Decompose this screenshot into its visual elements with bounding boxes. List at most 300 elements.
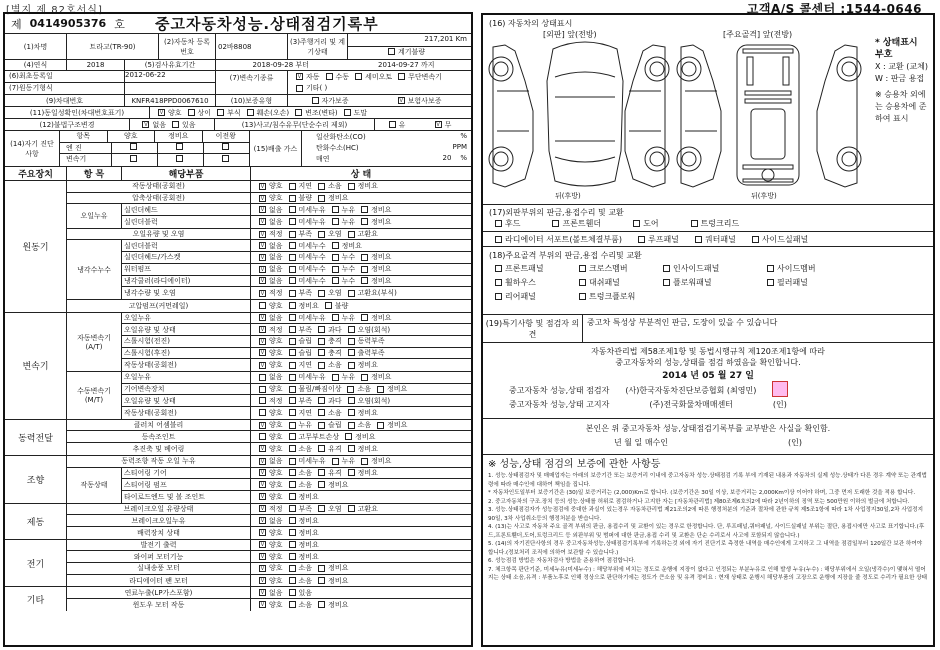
checkbox-icon[interactable] bbox=[325, 302, 332, 309]
checkbox-icon[interactable] bbox=[495, 293, 502, 300]
checkbox-icon[interactable] bbox=[289, 302, 296, 309]
status-option[interactable]: V 양호 bbox=[259, 600, 283, 610]
exterior-panel-option[interactable]: 쿼터패널 bbox=[695, 234, 736, 245]
transmission-option[interactable]: 수동 bbox=[326, 72, 350, 82]
checkbox-icon[interactable] bbox=[318, 565, 325, 572]
status-option[interactable]: 유격 bbox=[318, 468, 342, 478]
checkbox-icon[interactable] bbox=[289, 218, 296, 225]
status-option[interactable]: V 없음 bbox=[259, 516, 283, 526]
checkbox-icon[interactable] bbox=[289, 326, 296, 333]
status-option[interactable]: 부족 bbox=[289, 288, 313, 298]
checkbox-icon[interactable] bbox=[259, 183, 266, 190]
checkbox-icon[interactable] bbox=[361, 277, 368, 284]
exterior-panel-option[interactable]: 사이드실패널 bbox=[752, 234, 808, 245]
status-option[interactable]: 정비요 bbox=[348, 444, 378, 454]
checkbox-icon[interactable] bbox=[289, 553, 296, 560]
status-option[interactable]: V 없음 bbox=[259, 264, 283, 274]
checkbox-icon[interactable] bbox=[289, 386, 296, 393]
status-option[interactable]: V 양호 bbox=[259, 468, 283, 478]
status-option[interactable]: 정비요 bbox=[361, 276, 391, 286]
checkbox-icon[interactable] bbox=[176, 143, 183, 150]
status-option[interactable]: 소음 bbox=[289, 563, 313, 573]
checkbox-icon[interactable] bbox=[348, 505, 355, 512]
exterior-panel-option[interactable]: 프론트휀더 bbox=[552, 218, 601, 229]
status-option[interactable]: V 양호 bbox=[259, 181, 283, 191]
status-option[interactable]: 과다 bbox=[318, 396, 342, 406]
checkbox-icon[interactable] bbox=[259, 529, 266, 536]
status-option[interactable]: 충격 bbox=[318, 348, 342, 358]
checkbox-icon[interactable] bbox=[377, 386, 384, 393]
checkbox-icon[interactable] bbox=[289, 397, 296, 404]
checkbox-icon[interactable] bbox=[289, 254, 296, 261]
status-option[interactable]: 정비요 bbox=[318, 480, 348, 490]
checkbox-icon[interactable] bbox=[259, 326, 266, 333]
checkbox-icon[interactable] bbox=[259, 206, 266, 213]
checkbox-icon[interactable] bbox=[289, 242, 296, 249]
status-option[interactable]: 양호 bbox=[259, 384, 283, 394]
checkbox-icon[interactable] bbox=[259, 433, 266, 440]
checkbox-icon[interactable] bbox=[347, 386, 354, 393]
status-option[interactable]: 정비요 bbox=[348, 360, 378, 370]
frame-part-option[interactable]: 플로워패널 bbox=[663, 277, 761, 288]
frame-part-option[interactable]: 인사이드패널 bbox=[663, 263, 761, 274]
checkbox-icon[interactable] bbox=[318, 338, 325, 345]
checkbox-icon[interactable] bbox=[259, 254, 266, 261]
checkbox-icon[interactable] bbox=[361, 314, 368, 321]
checkbox-icon[interactable] bbox=[318, 505, 325, 512]
checkbox-icon[interactable] bbox=[259, 565, 266, 572]
checkbox-icon[interactable] bbox=[318, 577, 325, 584]
status-option[interactable]: 지연 bbox=[289, 181, 313, 191]
checkbox-icon[interactable] bbox=[332, 218, 339, 225]
checkbox-icon[interactable] bbox=[318, 349, 325, 356]
status-option[interactable]: 소음 bbox=[348, 420, 372, 430]
checkbox-icon[interactable] bbox=[348, 409, 355, 416]
checkbox-icon[interactable] bbox=[318, 422, 325, 429]
checkbox-icon[interactable] bbox=[289, 577, 296, 584]
status-option[interactable]: V 없음 bbox=[259, 205, 283, 215]
status-option[interactable]: V 적정 bbox=[259, 325, 283, 335]
status-option[interactable]: 미세누유 bbox=[289, 217, 326, 227]
checkbox-icon[interactable] bbox=[318, 231, 325, 238]
checkbox-icon[interactable] bbox=[579, 279, 586, 286]
checkbox-icon[interactable] bbox=[289, 493, 296, 500]
status-option[interactable]: 고환요(부식) bbox=[348, 288, 397, 298]
checkbox-icon[interactable] bbox=[332, 314, 339, 321]
status-option[interactable]: V 양호 bbox=[259, 420, 283, 430]
status-option[interactable]: 부족 bbox=[289, 325, 313, 335]
checkbox-icon[interactable] bbox=[289, 195, 296, 202]
checkbox-icon[interactable] bbox=[289, 529, 296, 536]
exterior-panel-option[interactable]: 후드 bbox=[495, 218, 520, 229]
status-option[interactable]: 미세누수 bbox=[289, 252, 326, 262]
checkbox-icon[interactable] bbox=[289, 374, 296, 381]
checkbox-icon[interactable] bbox=[142, 121, 149, 128]
status-option[interactable]: 오염(회석) bbox=[348, 396, 391, 406]
status-option[interactable]: 누유 bbox=[332, 217, 356, 227]
checkbox-icon[interactable] bbox=[355, 73, 362, 80]
checkbox-icon[interactable] bbox=[172, 121, 179, 128]
checkbox-icon[interactable] bbox=[259, 409, 266, 416]
checkbox-icon[interactable] bbox=[398, 73, 405, 80]
frame-part-option[interactable]: 트렁크플로워 bbox=[579, 291, 657, 302]
checkbox-icon[interactable] bbox=[318, 362, 325, 369]
checkbox-icon[interactable] bbox=[495, 279, 502, 286]
status-option[interactable]: 부족 bbox=[289, 504, 313, 514]
status-option[interactable]: 적정 bbox=[259, 396, 283, 406]
status-option[interactable]: 물림/빠짐이상 bbox=[289, 384, 342, 394]
checkbox-icon[interactable] bbox=[289, 409, 296, 416]
status-option[interactable]: 누수 bbox=[332, 264, 356, 274]
exterior-panel-option[interactable]: 라디에이터 서포트(볼트체결부품) bbox=[495, 234, 622, 245]
accident-option[interactable]: V 무 bbox=[435, 120, 452, 130]
status-option[interactable]: 정비요 bbox=[348, 468, 378, 478]
checkbox-icon[interactable] bbox=[289, 458, 296, 465]
status-option[interactable]: V 양호 bbox=[259, 492, 283, 502]
checkbox-icon[interactable] bbox=[289, 505, 296, 512]
status-option[interactable]: 지연 bbox=[289, 360, 313, 370]
checkbox-icon[interactable] bbox=[348, 326, 355, 333]
checkbox-icon[interactable] bbox=[361, 254, 368, 261]
status-option[interactable]: 소음 bbox=[318, 408, 342, 418]
checkbox-icon[interactable] bbox=[495, 265, 502, 272]
checkbox-icon[interactable] bbox=[296, 85, 303, 92]
status-option[interactable]: 슬립 bbox=[289, 336, 313, 346]
identity-option[interactable]: 훼손(오손) bbox=[247, 108, 290, 118]
checkbox-icon[interactable] bbox=[348, 422, 355, 429]
status-option[interactable]: V 없음 bbox=[259, 313, 283, 323]
checkbox-icon[interactable] bbox=[289, 469, 296, 476]
status-option[interactable]: 정비요 bbox=[318, 563, 348, 573]
status-option[interactable]: 소음 bbox=[318, 360, 342, 370]
status-option[interactable]: 정비요 bbox=[318, 600, 348, 610]
checkbox-icon[interactable] bbox=[259, 302, 266, 309]
status-option[interactable]: 정비요 bbox=[361, 456, 391, 466]
checkbox-icon[interactable] bbox=[318, 290, 325, 297]
checkbox-icon[interactable] bbox=[259, 553, 266, 560]
checkbox-icon[interactable] bbox=[130, 155, 137, 162]
checkbox-icon[interactable] bbox=[176, 155, 183, 162]
checkbox-icon[interactable] bbox=[259, 242, 266, 249]
transmission-option[interactable]: 무단변속기 bbox=[398, 72, 442, 82]
checkbox-icon[interactable] bbox=[435, 121, 442, 128]
checkbox-icon[interactable] bbox=[259, 481, 266, 488]
checkbox-icon[interactable] bbox=[289, 183, 296, 190]
status-option[interactable]: V 양호 bbox=[259, 193, 283, 203]
checkbox-icon[interactable] bbox=[348, 290, 355, 297]
checkbox-icon[interactable] bbox=[289, 589, 296, 596]
checkbox-icon[interactable] bbox=[495, 236, 502, 243]
checkbox-icon[interactable] bbox=[289, 541, 296, 548]
status-option[interactable]: 소음 bbox=[289, 480, 313, 490]
checkbox-icon[interactable] bbox=[318, 326, 325, 333]
checkbox-icon[interactable] bbox=[318, 183, 325, 190]
status-option[interactable]: 고무부트손상 bbox=[289, 432, 340, 442]
status-option[interactable]: 미세누수 bbox=[289, 264, 326, 274]
status-option[interactable]: 정비요 bbox=[348, 181, 378, 191]
checkbox-icon[interactable] bbox=[259, 338, 266, 345]
status-option[interactable]: 정비요 bbox=[345, 432, 375, 442]
status-option[interactable]: 정비요 bbox=[318, 193, 348, 203]
checkbox-icon[interactable] bbox=[259, 458, 266, 465]
frame-part-option[interactable]: 크로스멤버 bbox=[579, 263, 657, 274]
status-option[interactable]: 누수 bbox=[332, 276, 356, 286]
checkbox-icon[interactable] bbox=[247, 109, 254, 116]
checkbox-icon[interactable] bbox=[332, 206, 339, 213]
status-option[interactable]: 동력부족 bbox=[348, 336, 385, 346]
checkbox-icon[interactable] bbox=[259, 601, 266, 608]
status-option[interactable]: V 적정 bbox=[259, 504, 283, 514]
checkbox-icon[interactable] bbox=[222, 143, 229, 150]
checkbox-icon[interactable] bbox=[663, 265, 670, 272]
status-option[interactable]: 정비요 bbox=[289, 301, 319, 311]
status-option[interactable]: V 양호 bbox=[259, 540, 283, 550]
checkbox-icon[interactable] bbox=[289, 206, 296, 213]
status-option[interactable]: 정비요 bbox=[361, 313, 391, 323]
status-option[interactable]: 소음 bbox=[289, 576, 313, 586]
checkbox-icon[interactable] bbox=[289, 266, 296, 273]
checkbox-icon[interactable] bbox=[348, 183, 355, 190]
status-option[interactable]: 없음 bbox=[259, 372, 283, 382]
checkbox-icon[interactable] bbox=[398, 97, 405, 104]
status-option[interactable]: 누유 bbox=[289, 420, 313, 430]
accident-option[interactable]: 유 bbox=[389, 120, 406, 130]
warranty-option[interactable]: V 보험사보증 bbox=[398, 96, 442, 106]
status-option[interactable]: V 적정 bbox=[259, 288, 283, 298]
transmission-option[interactable]: 기타( ) bbox=[296, 83, 327, 93]
status-option[interactable]: 충격 bbox=[318, 336, 342, 346]
checkbox-icon[interactable] bbox=[326, 73, 333, 80]
checkbox-icon[interactable] bbox=[332, 458, 339, 465]
checkbox-icon[interactable] bbox=[289, 601, 296, 608]
checkbox-icon[interactable] bbox=[259, 374, 266, 381]
checkbox-icon[interactable] bbox=[332, 266, 339, 273]
status-option[interactable]: 미세누유 bbox=[289, 313, 326, 323]
checkbox-icon[interactable] bbox=[289, 290, 296, 297]
status-option[interactable]: 소음 bbox=[289, 468, 313, 478]
status-option[interactable]: 양호 bbox=[259, 432, 283, 442]
checkbox-icon[interactable] bbox=[691, 220, 698, 227]
checkbox-icon[interactable] bbox=[579, 265, 586, 272]
transmission-option[interactable]: V 자동 bbox=[296, 72, 320, 82]
status-option[interactable]: 누유 bbox=[332, 205, 356, 215]
status-option[interactable]: 정비요 bbox=[289, 492, 319, 502]
checkbox-icon[interactable] bbox=[259, 195, 266, 202]
checkbox-icon[interactable] bbox=[296, 73, 303, 80]
exterior-panel-option[interactable]: 루프패널 bbox=[638, 234, 679, 245]
status-option[interactable]: 정비요 bbox=[361, 372, 391, 382]
checkbox-icon[interactable] bbox=[158, 109, 165, 116]
status-option[interactable]: V 양호 bbox=[259, 480, 283, 490]
status-option[interactable]: 슬립 bbox=[318, 420, 342, 430]
checkbox-icon[interactable] bbox=[318, 409, 325, 416]
checkbox-icon[interactable] bbox=[259, 266, 266, 273]
checkbox-icon[interactable] bbox=[348, 445, 355, 452]
status-option[interactable]: 불량 bbox=[289, 193, 313, 203]
checkbox-icon[interactable] bbox=[348, 362, 355, 369]
frame-part-option[interactable]: 사이드멤버 bbox=[767, 263, 861, 274]
status-option[interactable]: 미세누수 bbox=[289, 241, 326, 251]
checkbox-icon[interactable] bbox=[259, 386, 266, 393]
checkbox-icon[interactable] bbox=[348, 397, 355, 404]
checkbox-icon[interactable] bbox=[389, 121, 396, 128]
status-option[interactable]: 부족 bbox=[289, 396, 313, 406]
checkbox-icon[interactable] bbox=[289, 481, 296, 488]
checkbox-icon[interactable] bbox=[289, 338, 296, 345]
checkbox-icon[interactable] bbox=[318, 397, 325, 404]
status-option[interactable]: V 양호 bbox=[259, 576, 283, 586]
checkbox-icon[interactable] bbox=[318, 601, 325, 608]
checkbox-icon[interactable] bbox=[259, 541, 266, 548]
checkbox-icon[interactable] bbox=[348, 231, 355, 238]
status-option[interactable]: 부족 bbox=[289, 229, 313, 239]
checkbox-icon[interactable] bbox=[332, 254, 339, 261]
checkbox-icon[interactable] bbox=[222, 155, 229, 162]
warranty-option[interactable]: 자가보증 bbox=[312, 96, 349, 106]
status-option[interactable]: 오염 bbox=[318, 288, 342, 298]
checkbox-icon[interactable] bbox=[361, 218, 368, 225]
status-option[interactable]: 양호 bbox=[259, 408, 283, 418]
status-option[interactable]: 양호 bbox=[259, 301, 283, 311]
checkbox-icon[interactable] bbox=[289, 433, 296, 440]
status-option[interactable]: V 없음 bbox=[259, 252, 283, 262]
status-option[interactable]: 정비요 bbox=[289, 552, 319, 562]
status-option[interactable]: 정비요 bbox=[361, 264, 391, 274]
tuning-option[interactable]: 있음 bbox=[172, 120, 196, 130]
checkbox-icon[interactable] bbox=[495, 220, 502, 227]
exterior-panel-option[interactable]: 트렁크리드 bbox=[691, 218, 740, 229]
status-option[interactable]: 오염 bbox=[318, 504, 342, 514]
checkbox-icon[interactable] bbox=[259, 314, 266, 321]
checkbox-icon[interactable] bbox=[259, 422, 266, 429]
checkbox-icon[interactable] bbox=[345, 433, 352, 440]
status-option[interactable]: V 양호 bbox=[259, 336, 283, 346]
status-option[interactable]: 정비요 bbox=[377, 420, 407, 430]
checkbox-icon[interactable] bbox=[318, 469, 325, 476]
status-option[interactable]: 정비요 bbox=[361, 252, 391, 262]
checkbox-icon[interactable] bbox=[361, 458, 368, 465]
status-option[interactable]: 정비요 bbox=[361, 217, 391, 227]
checkbox-icon[interactable] bbox=[344, 109, 351, 116]
frame-part-option[interactable]: 대쉬패널 bbox=[579, 277, 657, 288]
checkbox-icon[interactable] bbox=[767, 279, 774, 286]
status-option[interactable]: 미세누유 bbox=[289, 205, 326, 215]
checkbox-icon[interactable] bbox=[318, 195, 325, 202]
checkbox-icon[interactable] bbox=[289, 277, 296, 284]
checkbox-icon[interactable] bbox=[318, 445, 325, 452]
checkbox-icon[interactable] bbox=[552, 220, 559, 227]
checkbox-icon[interactable] bbox=[259, 589, 266, 596]
checkbox-icon[interactable] bbox=[259, 277, 266, 284]
status-option[interactable]: V 없음 bbox=[259, 588, 283, 598]
status-option[interactable]: 불량 bbox=[325, 301, 349, 311]
checkbox-icon[interactable] bbox=[295, 109, 302, 116]
checkbox-icon[interactable] bbox=[348, 469, 355, 476]
checkbox-icon[interactable] bbox=[259, 577, 266, 584]
status-option[interactable]: 소음 bbox=[318, 181, 342, 191]
checkbox-icon[interactable] bbox=[318, 481, 325, 488]
status-option[interactable]: 누유 bbox=[332, 456, 356, 466]
status-option[interactable]: 슬립 bbox=[289, 348, 313, 358]
identity-option[interactable]: 부식 bbox=[217, 108, 241, 118]
status-option[interactable]: 정비요 bbox=[318, 576, 348, 586]
status-option[interactable]: 출력부족 bbox=[348, 348, 385, 358]
status-option[interactable]: V 없음 bbox=[259, 217, 283, 227]
exterior-panel-option[interactable]: 도어 bbox=[633, 218, 658, 229]
checkbox-icon[interactable] bbox=[312, 97, 319, 104]
identity-option[interactable]: 도말 bbox=[344, 108, 368, 118]
checkbox-icon[interactable] bbox=[332, 242, 339, 249]
status-option[interactable]: 정비요 bbox=[332, 241, 362, 251]
status-option[interactable]: 오염 bbox=[318, 229, 342, 239]
checkbox-icon[interactable] bbox=[695, 236, 702, 243]
status-option[interactable]: 정비요 bbox=[377, 384, 407, 394]
checkbox-icon[interactable] bbox=[289, 565, 296, 572]
status-option[interactable]: 정비요 bbox=[348, 408, 378, 418]
checkbox-icon[interactable] bbox=[259, 362, 266, 369]
checkbox-icon[interactable] bbox=[259, 469, 266, 476]
status-option[interactable]: 정비요 bbox=[361, 205, 391, 215]
identity-option[interactable]: V 양호 bbox=[158, 108, 182, 118]
status-option[interactable]: V 양호 bbox=[259, 444, 283, 454]
status-option[interactable]: 정비요 bbox=[289, 516, 319, 526]
identity-option[interactable]: 변조(변타) bbox=[295, 108, 338, 118]
status-option[interactable]: 지연 bbox=[289, 408, 313, 418]
status-option[interactable]: 정비요 bbox=[289, 528, 319, 538]
status-option[interactable]: 누유 bbox=[332, 372, 356, 382]
status-option[interactable]: 누수 bbox=[332, 252, 356, 262]
checkbox-icon[interactable] bbox=[259, 517, 266, 524]
identity-option[interactable]: 상이 bbox=[188, 108, 212, 118]
checkbox-icon[interactable] bbox=[348, 338, 355, 345]
status-option[interactable]: 유격 bbox=[318, 444, 342, 454]
status-option[interactable]: 미세누수 bbox=[289, 276, 326, 286]
transmission-option[interactable]: 세미오토 bbox=[355, 72, 392, 82]
status-option[interactable]: V 양호 bbox=[259, 563, 283, 573]
checkbox-icon[interactable] bbox=[259, 231, 266, 238]
checkbox-icon[interactable] bbox=[289, 422, 296, 429]
checkbox-icon[interactable] bbox=[259, 445, 266, 452]
status-option[interactable]: 고환요 bbox=[348, 504, 378, 514]
status-option[interactable]: V 없음 bbox=[259, 456, 283, 466]
frame-part-option[interactable]: 리어패널 bbox=[495, 291, 573, 302]
checkbox-icon[interactable] bbox=[361, 266, 368, 273]
checkbox-icon[interactable] bbox=[332, 374, 339, 381]
checkbox-icon[interactable] bbox=[767, 265, 774, 272]
status-option[interactable]: V 양호 bbox=[259, 360, 283, 370]
checkbox-icon[interactable] bbox=[259, 218, 266, 225]
checkbox-icon[interactable] bbox=[259, 349, 266, 356]
status-option[interactable]: 미세누유 bbox=[289, 456, 326, 466]
checkbox-icon[interactable] bbox=[259, 397, 266, 404]
checkbox-icon[interactable] bbox=[130, 143, 137, 150]
status-option[interactable]: V 양호 bbox=[259, 348, 283, 358]
checkbox-icon[interactable] bbox=[633, 220, 640, 227]
checkbox-icon[interactable] bbox=[752, 236, 759, 243]
status-option[interactable]: 고환요 bbox=[348, 229, 378, 239]
checkbox-icon[interactable] bbox=[289, 231, 296, 238]
checkbox-icon[interactable] bbox=[259, 493, 266, 500]
status-option[interactable]: 소음 bbox=[289, 444, 313, 454]
checkbox-icon[interactable] bbox=[289, 362, 296, 369]
status-option[interactable]: 오염(회석) bbox=[348, 325, 391, 335]
status-option[interactable]: V 적정 bbox=[259, 229, 283, 239]
checkbox-icon[interactable] bbox=[348, 349, 355, 356]
checkbox-icon[interactable] bbox=[638, 236, 645, 243]
checkbox-icon[interactable] bbox=[259, 505, 266, 512]
status-option[interactable]: V 양호 bbox=[259, 528, 283, 538]
status-option[interactable]: 과다 bbox=[318, 325, 342, 335]
